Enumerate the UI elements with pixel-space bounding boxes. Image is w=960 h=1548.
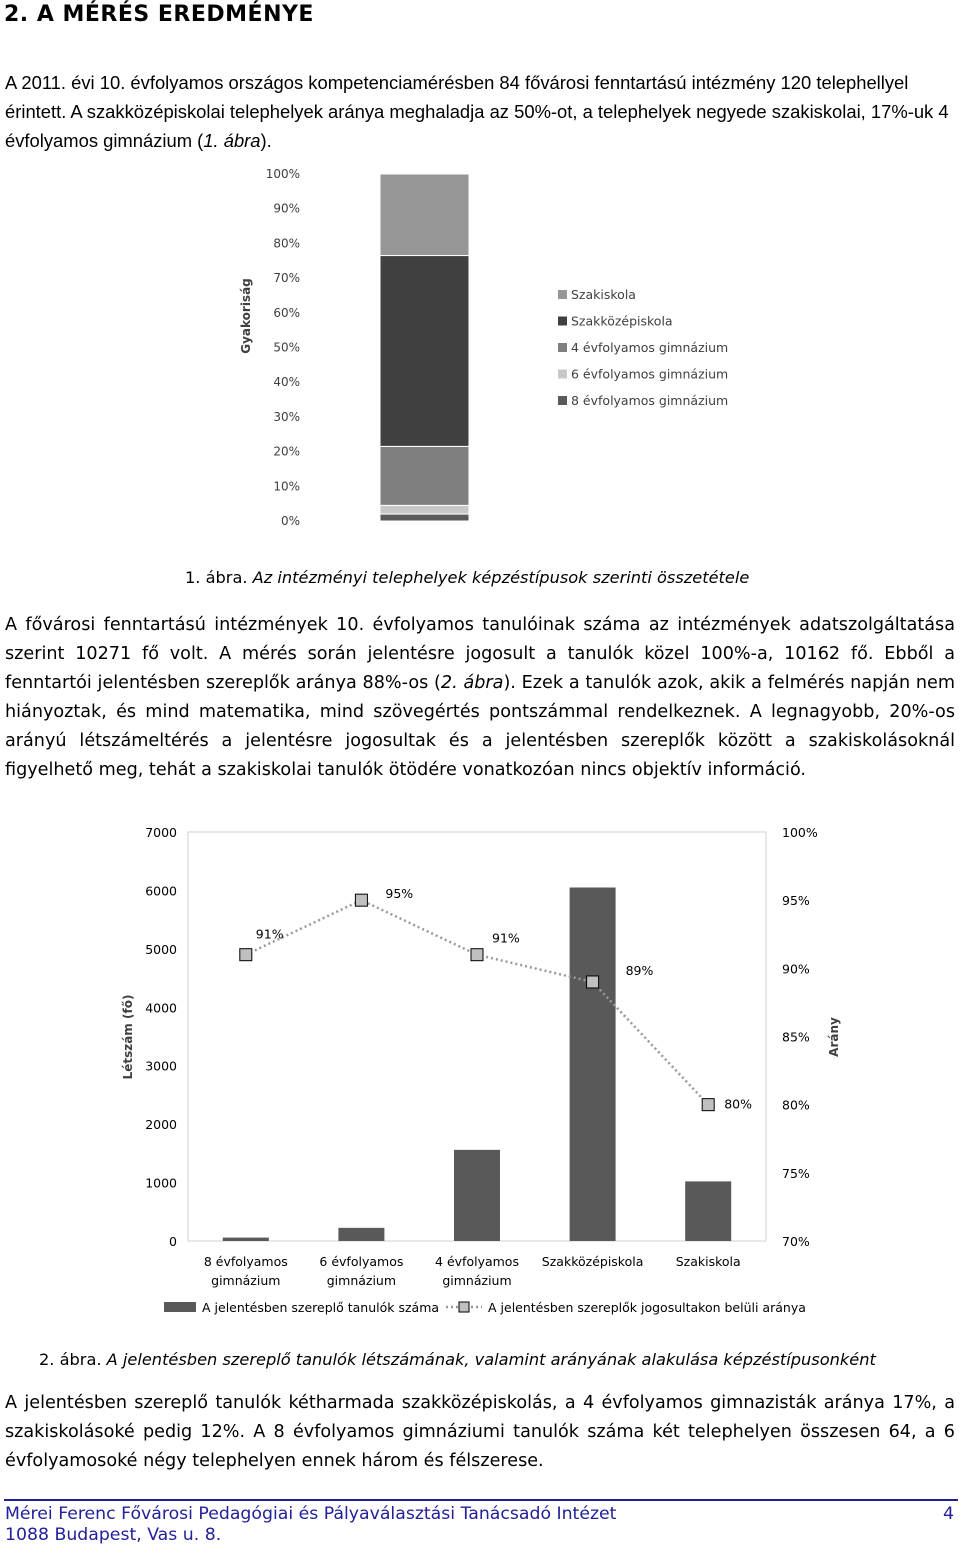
fig1-legend-swatch <box>558 317 567 326</box>
fig2-category-label: gimnázium <box>442 1273 512 1288</box>
fig1-legend-swatch <box>558 343 567 352</box>
fig2-ratio-label: 95% <box>385 886 414 902</box>
fig1-ytick-label: 80% <box>273 236 300 251</box>
fig2-bar <box>338 1228 384 1241</box>
fig2-y2tick-label: 70% <box>782 1234 810 1249</box>
figure2-caption: 2. ábra. A jelentésben szereplő tanulók létszámának, valamint arányának alakulása képzéstípusonként <box>39 1350 876 1369</box>
fig1-legend-swatch <box>558 370 567 379</box>
fig1-bar-segment <box>380 446 469 505</box>
fig2-bars <box>223 888 731 1241</box>
fig2-category-label: gimnázium <box>326 1273 397 1288</box>
fig2-ratio-label: 89% <box>625 962 654 978</box>
fig1-ytick-label: 20% <box>273 444 300 459</box>
fig2-categories <box>204 1254 741 1288</box>
section-heading: 2. A MÉRÉS EREDMÉNYE <box>4 2 314 27</box>
fig2-legend-label: A jelentésben szereplők jogosultakon belüli aránya <box>488 1300 806 1315</box>
fig1-ytick-label: 90% <box>273 201 300 216</box>
results-paragraph: A fővárosi fenntartású intézmények 10. évfolyamos tanulóinak száma az intézmények adatszolgáltatása szerint 10271 fő volt. A mérés során jelentésre jogosult a tanulók közel 100%-a, 10162 fő. Ebből a fenntartói jelentésben szereplők aránya 88%-os (2. ábra). Ezek a tanulók azok, akik a felmérés napján nem hiányoztak, és mind matematika, mind szövegértés pontszámmal rendelkeznek. A legnagyobb, 20%-os arányú létszámeltérés a jelentésre jogosultak és a jelentésben szereplők között a szakiskolásoknál figyelhető meg, tehát a szakiskolai tanulók ötödére vonatkozóan nincs objektív információ. <box>5 615 955 780</box>
fig2-ytick-label: 3000 <box>145 1058 177 1074</box>
fig1-ytick-label: 70% <box>273 271 300 286</box>
fig1-legend-label: Szakközépiskola <box>571 313 673 329</box>
fig2-category-label: gimnázium <box>211 1273 281 1288</box>
fig2-ratio-label: 80% <box>724 1096 752 1112</box>
fig1-legend-label: 6 évfolyamos gimnázium <box>571 366 729 382</box>
figure1-caption: 1. ábra. Az intézményi telephelyek képzéstípusok szerinti összetétele <box>185 568 750 587</box>
footer-address: 1088 Budapest, Vas u. 8. <box>5 1525 222 1545</box>
fig1-legend <box>558 287 728 408</box>
fig1-legend-label: 4 évfolyamos gimnázium <box>571 340 729 355</box>
fig1-ytick-label: 10% <box>273 479 300 494</box>
fig1-legend-label: Szakiskola <box>571 287 636 302</box>
fig2-bar <box>685 1181 731 1241</box>
intro-paragraph: A 2011. évi 10. évfolyamos országos kompetenciamérésben 84 fővárosi fenntartású intézmény 120 telephellyel érintett. A szakközépiskolai telephelyek aránya meghaladja az 50%-ot, a telephelyek negyede szakiskolai, 17%-uk 4 évfolyamos gimnázium (1. ábra). <box>5 72 949 151</box>
fig2-y2tick-label: 85% <box>782 1029 810 1045</box>
fig2-legend-label: A jelentésben szereplő tanulók száma <box>202 1300 440 1315</box>
fig1-ytick-label: 100% <box>265 167 300 181</box>
fig1-ytick-label: 30% <box>273 409 300 424</box>
fig2-ylabel: Létszám (fő) <box>121 994 135 1080</box>
fig2-ratio-label: 91% <box>255 926 284 942</box>
fig1-ytick-label: 50% <box>273 340 300 355</box>
figure1-stacked-chart <box>225 160 745 540</box>
fig1-bar-segment <box>380 256 469 447</box>
fig2-legend-bar-swatch <box>164 1302 196 1312</box>
fig2-ratio-polyline <box>246 900 708 1104</box>
fig1-bar-segment <box>380 514 469 521</box>
page-number: 4 <box>943 1504 954 1524</box>
fig2-ratio-marker <box>355 894 367 906</box>
fig2-bar <box>223 1238 269 1241</box>
fig2-ratio-label: 91% <box>492 930 520 946</box>
fig2-ratio-line <box>240 886 752 1111</box>
figure-ref: 2. ábra <box>440 673 504 693</box>
fig2-category-label: 4 évfolyamos <box>435 1254 519 1269</box>
fig1-ytick-label: 40% <box>273 375 300 390</box>
fig1-legend-label: 8 évfolyamos gimnázium <box>571 393 729 408</box>
fig2-y2tick-label: 75% <box>782 1165 810 1181</box>
fig2-ytick-label: 0 <box>169 1234 177 1249</box>
fig2-legend <box>164 1300 806 1315</box>
fig1-axis-ticks <box>266 167 300 528</box>
fig2-ytick-label: 7000 <box>145 825 177 840</box>
fig2-y2tick-label: 95% <box>782 893 810 909</box>
fig1-ylabel: Gyakoriság <box>239 278 253 354</box>
fig2-ratio-marker <box>471 949 483 961</box>
fig2-y2label: Arány <box>827 1017 841 1057</box>
fig2-ytick-label: 1000 <box>145 1175 177 1191</box>
fig2-category-label: 8 évfolyamos <box>203 1254 288 1269</box>
fig2-y2tick-label: 80% <box>782 1097 810 1113</box>
fig1-bar-segment <box>380 505 469 514</box>
fig1-ytick-label: 60% <box>273 305 300 320</box>
fig2-category-label: 6 évfolyamos <box>319 1254 404 1269</box>
fig2-ytick-label: 2000 <box>145 1117 177 1133</box>
fig2-y2tick-label: 100% <box>782 825 818 840</box>
fig2-bar <box>570 888 616 1241</box>
fig2-category-label: Szakiskola <box>675 1254 741 1269</box>
summary-paragraph: A jelentésben szereplő tanulók kétharmada szakközépiskolás, a 4 évfolyamos gimnazisták aránya 17%, a szakiskolásoké pedig 12%. A 8 évfolyamos gimnáziumi tanulók száma két telephelyen összesen 64, a 6 évfolyamosoké négy telephelyen ennek három és félszerese. <box>5 1393 955 1471</box>
footer-org: Mérei Ferenc Fővárosi Pedagógiai és Pályaválasztási Tanácsadó Intézet <box>5 1504 617 1524</box>
fig1-bar-segments <box>380 174 469 521</box>
fig2-ytick-label: 4000 <box>145 1000 177 1016</box>
fig1-legend-swatch <box>558 396 567 405</box>
fig2-legend-marker-swatch <box>459 1302 469 1312</box>
fig1-legend-swatch <box>558 290 567 299</box>
footer-divider <box>4 1499 958 1501</box>
fig2-ratio-marker <box>702 1099 714 1111</box>
figure2-combo-chart <box>110 815 870 1330</box>
fig1-bar-segment <box>380 174 469 256</box>
fig1-ytick-label: 0% <box>280 514 300 528</box>
fig2-category-label: Szakközépiskola <box>541 1254 644 1269</box>
fig2-ytick-label: 6000 <box>145 883 177 899</box>
fig2-ytick-label: 5000 <box>145 941 177 957</box>
fig2-ratio-marker <box>240 949 252 961</box>
figure-ref: 1. ábra <box>203 130 261 151</box>
fig2-ratio-marker <box>587 976 599 988</box>
fig2-bar <box>454 1150 500 1241</box>
fig2-y2tick-label: 90% <box>782 961 810 977</box>
